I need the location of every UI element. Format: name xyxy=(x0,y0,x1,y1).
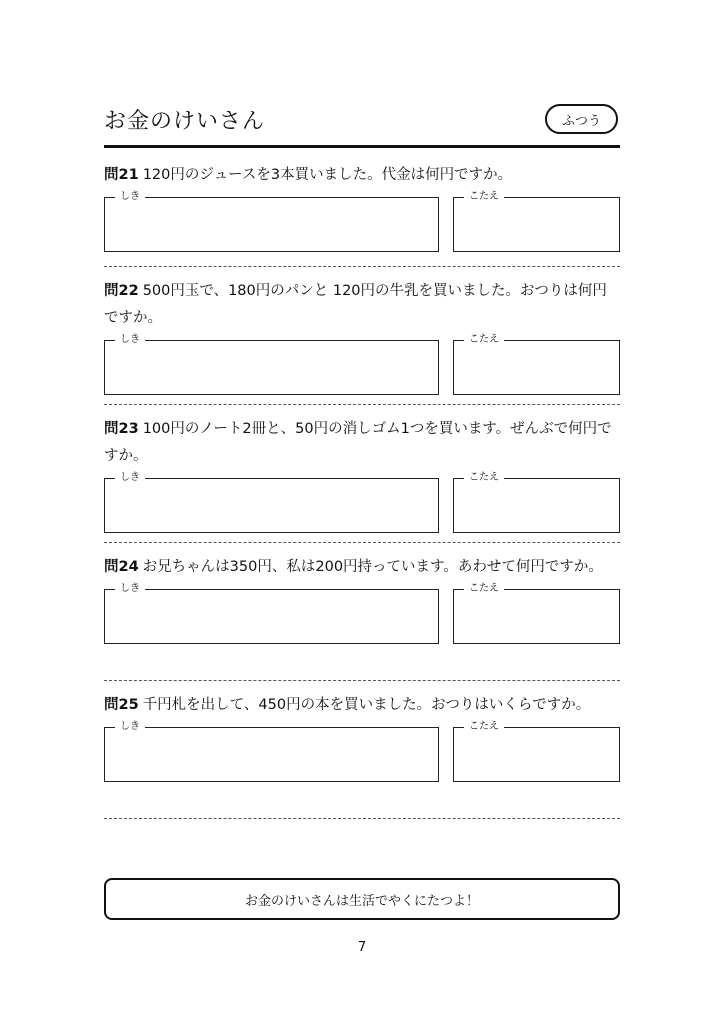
kotae-answer-box[interactable] xyxy=(453,334,620,395)
question-number: 問24 xyxy=(104,559,139,575)
kotae-answer-box[interactable] xyxy=(453,191,620,252)
shiki-answer-box[interactable] xyxy=(104,191,439,252)
problem-separator xyxy=(104,266,620,267)
shiki-answer-box[interactable] xyxy=(104,334,439,395)
kotae-answer-box[interactable] xyxy=(453,472,620,533)
question-body: 500円玉で、180円のパンと 120円の牛乳を買いました。おつりは何円ですか。 xyxy=(104,283,607,326)
problem-23 xyxy=(104,416,620,534)
kotae-label: こたえ xyxy=(464,471,504,485)
page-number: 7 xyxy=(357,940,367,955)
shiki-answer-box[interactable] xyxy=(104,472,439,533)
shiki-answer-box[interactable] xyxy=(104,721,439,782)
kotae-label: こたえ xyxy=(464,190,504,204)
difficulty-badge: ふつう xyxy=(545,104,618,134)
question-number: 問22 xyxy=(104,283,139,299)
kotae-answer-box[interactable] xyxy=(453,583,620,644)
question-number: 問25 xyxy=(104,697,139,713)
question-body: お兄ちゃんは350円、私は200円持っています。あわせて何円ですか。 xyxy=(142,559,603,575)
kotae-label: こたえ xyxy=(464,720,504,734)
title-divider xyxy=(104,145,620,148)
problem-separator xyxy=(104,542,620,543)
problem-separator xyxy=(104,680,620,681)
page-title: お金のけいさん xyxy=(104,109,266,134)
problem-separator xyxy=(104,818,620,819)
problem-25 xyxy=(104,692,620,783)
footer-message-box xyxy=(104,878,620,920)
question-text xyxy=(104,554,620,581)
question-text xyxy=(104,278,620,332)
kotae-label: こたえ xyxy=(464,582,504,596)
question-body: 100円のノート2冊と、50円の消しゴム1つを買います。ぜんぶで何円ですか。 xyxy=(104,421,612,464)
shiki-label: しき xyxy=(115,582,145,596)
question-text xyxy=(104,692,620,719)
kotae-label: こたえ xyxy=(464,333,504,347)
problem-21 xyxy=(104,162,620,253)
problem-24 xyxy=(104,554,620,645)
shiki-label: しき xyxy=(115,190,145,204)
kotae-answer-box[interactable] xyxy=(453,721,620,782)
question-number: 問21 xyxy=(104,167,139,183)
question-body: 120円のジュースを3本買いました。代金は何円ですか。 xyxy=(142,167,513,183)
shiki-label: しき xyxy=(115,333,145,347)
question-text xyxy=(104,162,620,189)
shiki-label: しき xyxy=(115,471,145,485)
question-text xyxy=(104,416,620,470)
shiki-label: しき xyxy=(115,720,145,734)
question-number: 問23 xyxy=(104,421,139,437)
footer-message: お金のけいさんは生活でやくにたつよ！ xyxy=(244,893,479,909)
problem-22 xyxy=(104,278,620,396)
question-body: 千円札を出して、450円の本を買いました。おつりはいくらですか。 xyxy=(142,697,591,713)
shiki-answer-box[interactable] xyxy=(104,583,439,644)
problem-separator xyxy=(104,404,620,405)
